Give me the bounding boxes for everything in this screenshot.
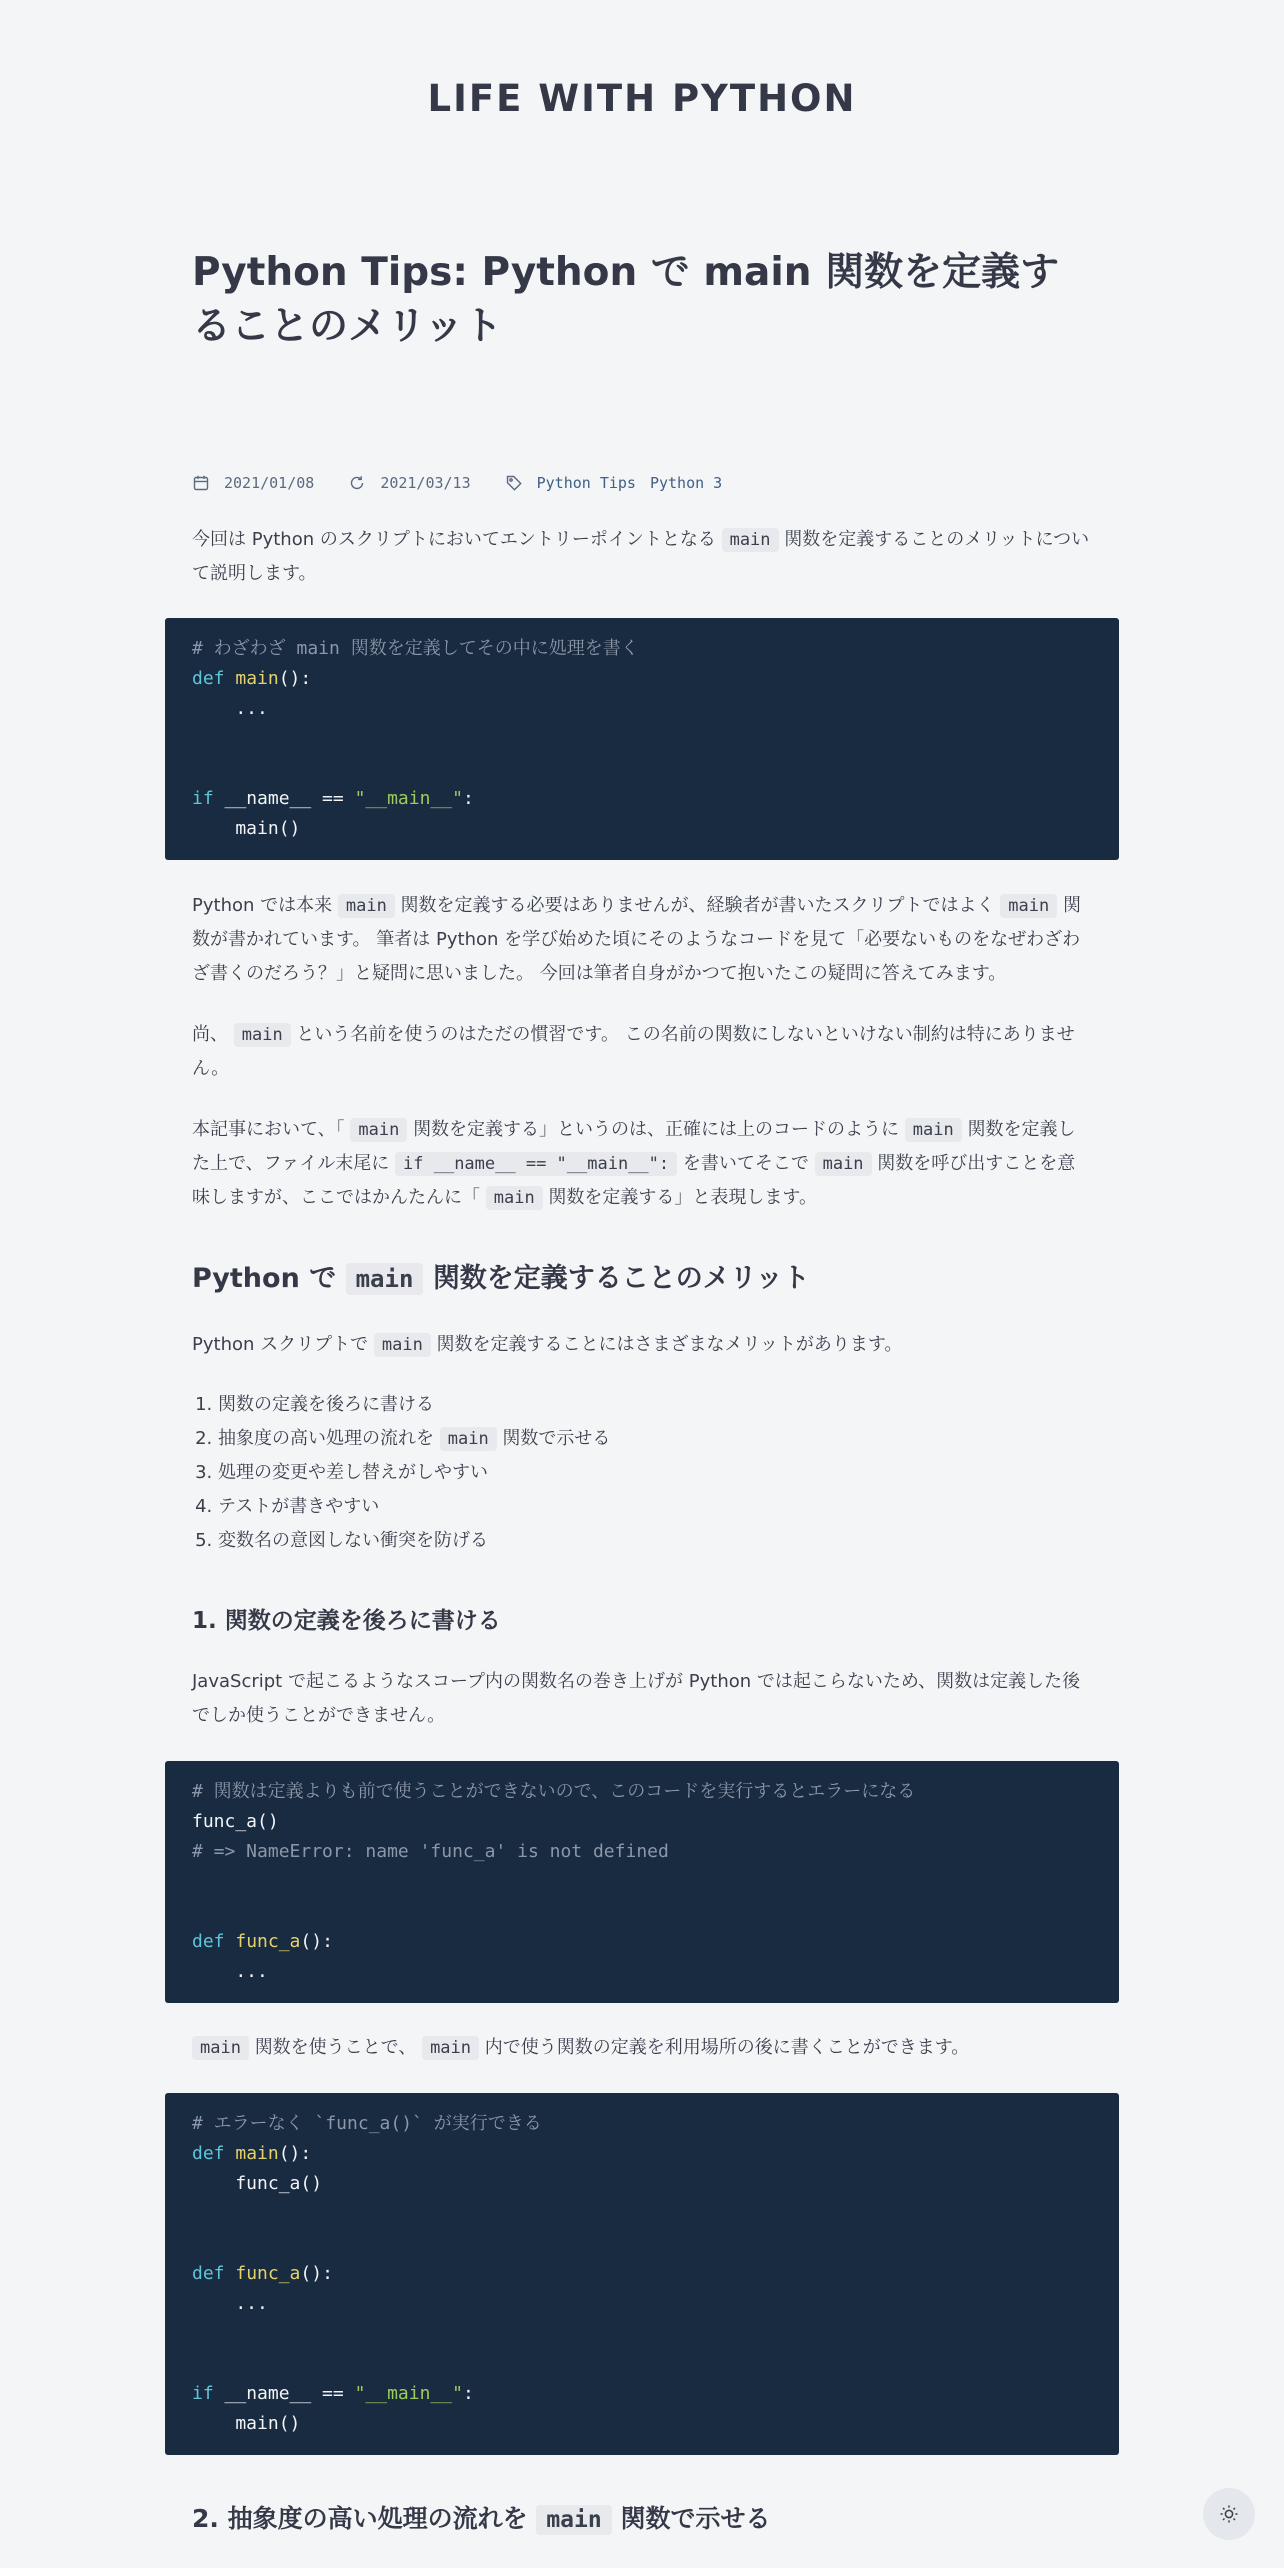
code-keyword: def xyxy=(192,1931,225,1952)
inline-code: main xyxy=(905,1118,962,1142)
code-text: ... xyxy=(192,698,268,719)
inline-code: main xyxy=(722,528,779,552)
text: 関数を定義することのメリットについて説明します。 xyxy=(192,529,1090,584)
code-text: __name__ == xyxy=(213,2383,355,2404)
code-text: (): xyxy=(300,2263,333,2284)
text: 関数を定義する」と表現します。 xyxy=(548,1187,817,1208)
code-text: ... xyxy=(192,2293,268,2314)
text: 本記事において、「 xyxy=(192,1119,345,1140)
text: 関数を定義した上で、ファイル末尾に xyxy=(192,1119,1076,1174)
tag-link[interactable]: Python 3 xyxy=(649,474,723,492)
merit-list xyxy=(192,1388,610,1558)
code-function: main xyxy=(235,668,279,689)
code-keyword: if xyxy=(192,2383,214,2404)
list-item: 4. テストが書きやすい xyxy=(218,1490,610,1524)
text: 関数を定義することにはさまざまなメリットがあります。 xyxy=(436,1334,903,1355)
code-function: main xyxy=(235,2143,279,2164)
paragraph xyxy=(192,889,1092,991)
inline-code: main xyxy=(338,894,395,918)
text: という名前を使うのはただの慣習です。 この名前の関数にしないといけない制約は特にありません。 xyxy=(192,1024,1075,1079)
code-text: (): xyxy=(278,2143,312,2164)
inline-code: main xyxy=(422,2036,479,2060)
code-text: func_a() xyxy=(192,1811,279,1832)
code-keyword: def xyxy=(192,2263,225,2284)
inline-code: main xyxy=(192,2036,249,2060)
code-function: func_a xyxy=(235,2263,301,2284)
text: 関数を使うことで、 xyxy=(254,2037,417,2058)
text: 関数を定義する必要はありませんが、経験者が書いたスクリプトではよく xyxy=(400,895,995,916)
text: 関数で示せる xyxy=(620,2504,771,2533)
tag-link[interactable]: Python Tips xyxy=(536,474,636,492)
text: 尚、 xyxy=(192,1024,228,1045)
text: 関数を定義する」というのは、正確には上のコードのように xyxy=(413,1119,900,1140)
inline-code: if __name__ == "__main__": xyxy=(395,1152,677,1176)
code-block xyxy=(165,618,1119,860)
code-comment: # エラーなく `func_a()` が実行できる xyxy=(192,2113,542,2134)
updated-date: 2021/03/13 xyxy=(380,474,471,492)
post-meta xyxy=(192,466,730,500)
inline-code: main xyxy=(536,2505,611,2535)
code-string: "__main__" xyxy=(354,2383,463,2404)
text: 内で使う関数の定義を利用場所の後に書くことができます。 xyxy=(484,2037,970,2058)
text: を書いてそこで xyxy=(682,1153,809,1174)
code-comment: # わざわざ main 関数を定義してその中に処理を書く xyxy=(192,638,639,659)
code-keyword: def xyxy=(192,668,225,689)
inline-code: main xyxy=(350,1118,407,1142)
code-keyword: if xyxy=(192,788,214,809)
paragraph xyxy=(192,1018,1092,1086)
intro-paragraph xyxy=(192,523,1092,591)
text: 今回は Python のスクリプトにおいてエントリーポイントとなる xyxy=(192,529,716,550)
inline-code: main xyxy=(374,1333,431,1357)
post-title: Python Tips: Python で main 関数を定義することのメリット xyxy=(192,250,1060,349)
paragraph: JavaScript で起こるようなスコープ内の関数名の巻き上げが Python では起こらないため、関数は定義した後でしか使うことができません。 xyxy=(192,1671,1081,1726)
code-text: ... xyxy=(192,1961,268,1982)
text: 関数が書かれています。 筆者は Python を学び始めた頃にそのようなコードを見て「必要ないものをなぜわざわざ書くのだろう？」と疑問に思いました。 今回は筆者自身がかつて抱いたこの疑問に答えてみます。 xyxy=(192,895,1081,984)
code-text: main() xyxy=(192,818,301,839)
code-text: (): xyxy=(278,668,312,689)
inline-code: main xyxy=(346,1263,424,1295)
text: 2. 抽象度の高い処理の流れを xyxy=(192,2504,528,2533)
text: 関数で示せる xyxy=(502,1428,611,1449)
inline-code: main xyxy=(486,1186,543,1210)
code-block xyxy=(165,2093,1119,2455)
code-text: : xyxy=(462,2383,474,2404)
code-text: : xyxy=(462,788,474,809)
inline-code: main xyxy=(440,1427,497,1451)
paragraph xyxy=(192,2031,1092,2065)
inline-code: main xyxy=(234,1023,291,1047)
code-comment: # 関数は定義よりも前で使うことができないので、このコードを実行するとエラーになる xyxy=(192,1781,916,1802)
list-item xyxy=(218,1422,610,1456)
code-function: func_a xyxy=(235,1931,301,1952)
site-title[interactable]: LIFE WITH PYTHON xyxy=(427,77,857,120)
code-comment: # => NameError: name 'func_a' is not defined xyxy=(192,1841,669,1862)
calendar-icon xyxy=(192,474,210,492)
code-text: func_a() xyxy=(192,2173,323,2194)
refresh-icon xyxy=(348,474,366,492)
tag-icon xyxy=(505,474,523,492)
text: 関数を定義することのメリット xyxy=(432,1263,810,1294)
list-item: 1. 関数の定義を後ろに書ける xyxy=(218,1388,610,1422)
published-date: 2021/01/08 xyxy=(224,474,315,492)
theme-toggle-button[interactable] xyxy=(1203,2488,1255,2540)
text: Python で xyxy=(192,1263,337,1294)
section-heading xyxy=(192,1262,810,1296)
code-text: (): xyxy=(300,1931,333,1952)
inline-code: main xyxy=(815,1152,872,1176)
subsection-heading xyxy=(192,2502,770,2537)
list-item: 5. 変数名の意図しない衝突を防げる xyxy=(218,1524,610,1558)
sun-icon xyxy=(1219,2504,1239,2524)
paragraph xyxy=(192,1113,1092,1215)
subsection-heading: 1. 関数の定義を後ろに書ける xyxy=(192,1608,501,1634)
code-text: __name__ == xyxy=(213,788,355,809)
code-text: main() xyxy=(192,2413,301,2434)
inline-code: main xyxy=(1000,894,1057,918)
text: Python スクリプトで xyxy=(192,1334,369,1355)
code-string: "__main__" xyxy=(354,788,463,809)
paragraph xyxy=(192,1328,1092,1362)
text: 抽象度の高い処理の流れを xyxy=(218,1428,434,1449)
code-block xyxy=(165,1761,1119,2003)
code-keyword: def xyxy=(192,2143,225,2164)
list-item: 3. 処理の変更や差し替えがしやすい xyxy=(218,1456,610,1490)
text: Python では本来 xyxy=(192,895,333,916)
text: 関数を呼び出すことを意味しますが、ここではかんたんに「 xyxy=(192,1153,1076,1208)
